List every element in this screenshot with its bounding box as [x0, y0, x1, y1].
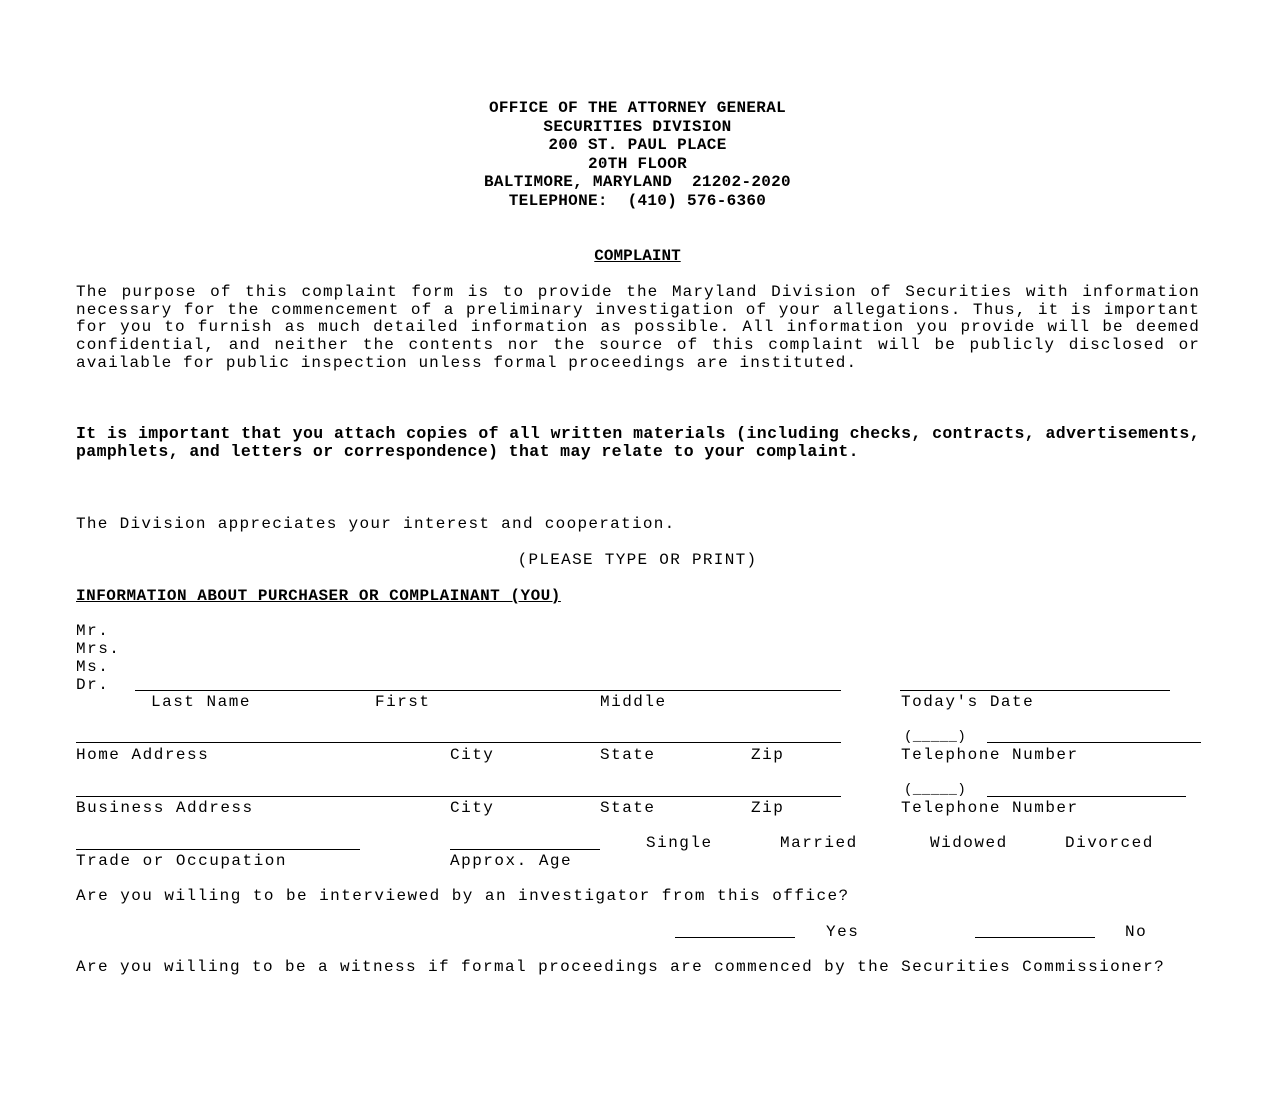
- age-field[interactable]: [450, 849, 600, 850]
- interview-question: Are you willing to be interviewed by an investigator from this office?: [76, 887, 850, 905]
- interview-no-field[interactable]: [975, 937, 1095, 938]
- interview-no-label: No: [1125, 923, 1148, 941]
- header-floor: 20TH FLOOR: [587, 154, 687, 173]
- business-address-field[interactable]: [76, 796, 841, 797]
- title-mr: Mr.: [76, 622, 110, 640]
- business-address-label: Business Address: [76, 799, 254, 817]
- interview-yes-field[interactable]: [675, 937, 795, 938]
- title-dr: Dr.: [76, 676, 110, 694]
- business-phone-area-code[interactable]: (_____): [904, 782, 967, 798]
- marital-single-option[interactable]: Single: [646, 834, 713, 852]
- business-state-label: State: [600, 799, 656, 817]
- home-state-label: State: [600, 746, 656, 764]
- todays-date-field[interactable]: [900, 690, 1170, 691]
- home-address-label: Home Address: [76, 746, 210, 764]
- header-city: BALTIMORE, MARYLAND 21202-2020: [484, 173, 791, 192]
- home-phone-field[interactable]: [987, 742, 1201, 743]
- business-phone-field[interactable]: [987, 796, 1186, 797]
- header-office: OFFICE OF THE ATTORNEY GENERAL: [488, 99, 787, 117]
- home-city-label: City: [450, 746, 495, 764]
- appreciation-text: The Division appreciates your interest and cooperation.: [76, 515, 676, 533]
- type-or-print-instruction: (PLEASE TYPE OR PRINT): [517, 551, 758, 569]
- age-label: Approx. Age: [450, 852, 573, 870]
- intro-paragraph: The purpose of this complaint form is to provide the Maryland Division of Securities with information necessary for the commencement of a preliminary investigation of your allegations. Thus, it is important for you to furnish as much detailed information as possible. All information you provide will be deemed confidential, and neither the contents nor the source of this complaint will be publicly disclosed or available for public inspection unless formal proceedings are instituted.: [76, 283, 1200, 372]
- marital-divorced-option[interactable]: Divorced: [1065, 834, 1154, 852]
- important-notice: It is important that you attach copies of all written materials (including checks, contracts, advertisements, pamphlets, and letters or correspondence) that may relate to your complaint.: [76, 424, 1200, 461]
- business-telephone-label: Telephone Number: [901, 799, 1079, 817]
- business-city-label: City: [450, 799, 495, 817]
- middle-name-label: Middle: [600, 693, 667, 711]
- home-address-field[interactable]: [76, 742, 841, 743]
- header-telephone: TELEPHONE: (410) 576-6360: [508, 191, 767, 210]
- page-title: COMPLAINT: [594, 247, 681, 265]
- section-title: INFORMATION ABOUT PURCHASER OR COMPLAINANT (YOU): [76, 587, 561, 605]
- title-mrs: Mrs.: [76, 640, 121, 658]
- home-zip-label: Zip: [751, 746, 785, 764]
- interview-yes-label: Yes: [826, 923, 860, 941]
- first-name-label: First: [375, 693, 431, 711]
- office-header: [0, 99, 1275, 211]
- todays-date-label: Today's Date: [901, 693, 1035, 711]
- marital-married-option[interactable]: Married: [780, 834, 858, 852]
- business-zip-label: Zip: [751, 799, 785, 817]
- home-telephone-label: Telephone Number: [901, 746, 1079, 764]
- marital-widowed-option[interactable]: Widowed: [930, 834, 1008, 852]
- last-name-label: Last Name: [151, 693, 251, 711]
- title-ms: Ms.: [76, 658, 110, 676]
- name-field[interactable]: [135, 690, 841, 691]
- home-phone-area-code[interactable]: (_____): [904, 729, 967, 745]
- header-division: SECURITIES DIVISION: [543, 117, 732, 136]
- header-street: 200 ST. PAUL PLACE: [548, 136, 727, 155]
- occupation-field[interactable]: [76, 849, 360, 850]
- occupation-label: Trade or Occupation: [76, 852, 287, 870]
- witness-question: Are you willing to be a witness if formal proceedings are commenced by the Securities Commissioner?: [76, 958, 1166, 976]
